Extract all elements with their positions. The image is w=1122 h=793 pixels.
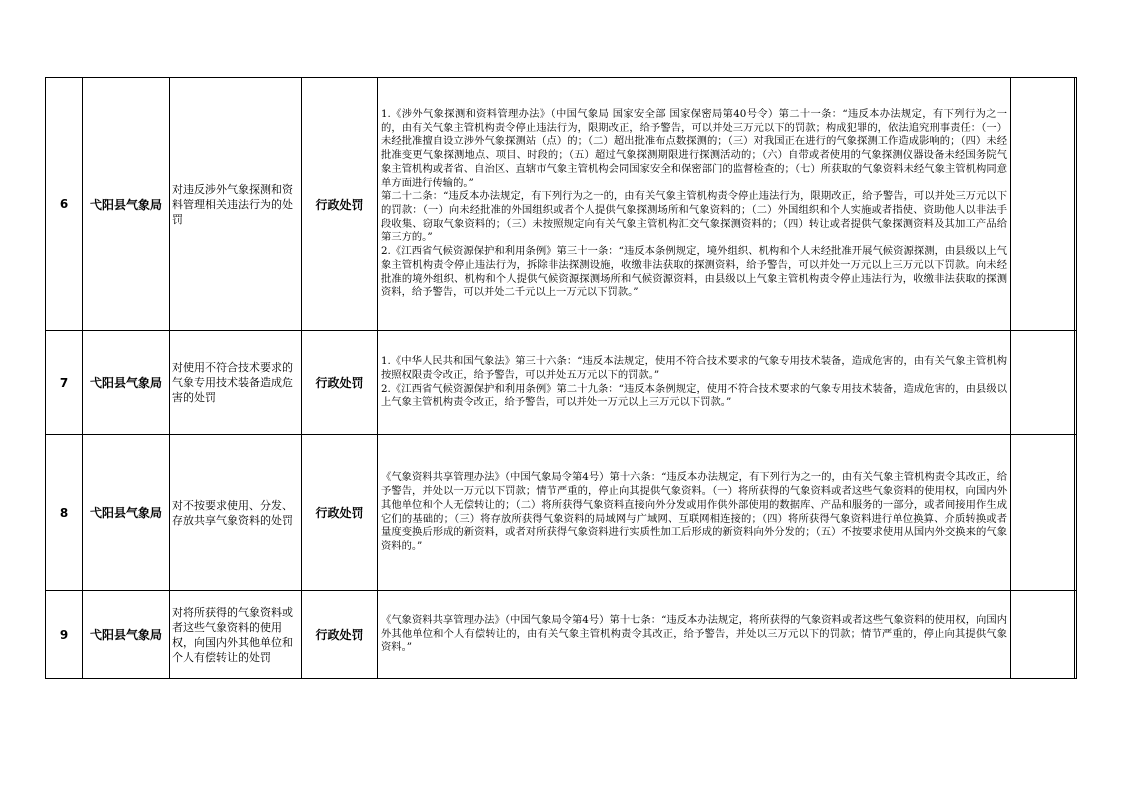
legal-basis-paragraph: 《气象资料共享管理办法》（中国气象局令第4号）第十六条：“违反本办法规定，有下列行为之一的，由有关气象主管机构责令其改正，给予警告，并处以一万元以下罚款；情节严重的，停止向其提供气象资料。（一）将所获得的气象资料或者这些气象资料的使用权，向国内外其他单位和个人无偿转让的；（二）将所获得气象资料直接向外分发或用作供外部使用的数据库、产品和服务的一部分，或者间接用作生成它们的基础的；（三）将存放所获得气象资料的局域网与广域网、互联网相连接的；（四）将所获得气象资料进行单位换算、介质转换或者量度变换后形成的新资料，或者对所获得气象资料进行实质性加工后形成的新资料向外分发的；（五）不按要求使用从国内外交换来的气象资料的。” — [381, 471, 1007, 552]
row-number: 6 — [46, 78, 83, 331]
penalty-type-cell: 行政处罚 — [302, 591, 378, 679]
legal-basis-cell — [378, 591, 1011, 679]
table-row — [46, 78, 1077, 331]
legal-basis-paragraph: 《气象资料共享管理办法》（中国气象局令第4号）第十七条：“违反本办法规定，将所获得的气象资料或者这些气象资料的使用权，向国内外其他单位和个人有偿转让的，由有关气象主管机构责令其改正，给予警告，并处以三万元以下的罚款；情节严重的，停止向其提供气象资料。” — [381, 613, 1007, 654]
row-number: 9 — [46, 591, 83, 679]
legal-basis-paragraph: 第二十二条：“违反本办法规定，有下列行为之一的，由有关气象主管机构责令停止违法行为，限期改正，给予警告，可以并处三万元以下的罚款：（一）向未经批准的外国组织或者个人提供气象探测场所和气象资料的；（二）外国组织和个人实施或者指使、资助他人以非法手段收集、窃取气象资料的；（三）未按照规定向有关气象主管机构汇交气象探测资料的；（四）转让或者提供气象探测资料及其加工产品给第三方的。” — [381, 190, 1007, 244]
legal-basis-cell — [378, 78, 1011, 331]
penalty-type-cell: 行政处罚 — [302, 331, 378, 435]
legal-basis-cell — [378, 435, 1011, 591]
department-cell: 弋阳县气象局 — [83, 78, 170, 331]
item-name-cell: 对将所获得的气象资料或者这些气象资料的使用权，向国内外其他单位和个人有偿转让的处罚 — [170, 591, 302, 679]
legal-basis-cell — [378, 331, 1011, 435]
empty-cell — [1011, 591, 1075, 679]
empty-cell — [1011, 78, 1075, 331]
department-cell: 弋阳县气象局 — [83, 331, 170, 435]
table-row — [46, 331, 1077, 435]
empty-cell — [1075, 435, 1077, 591]
department-cell: 弋阳县气象局 — [83, 435, 170, 591]
department-cell: 弋阳县气象局 — [83, 591, 170, 679]
penalty-table — [45, 77, 1077, 679]
penalty-type-cell: 行政处罚 — [302, 78, 378, 331]
legal-basis-paragraph: 2.《江西省气候资源保护和利用条例》第二十九条：“违反本条例规定，使用不符合技术要求的气象专用技术装备，造成危害的，由县级以上气象主管机构责令改正，给予警告，可以并处一万元以上三万元以下罚款。” — [381, 382, 1007, 409]
empty-cell — [1011, 435, 1075, 591]
legal-basis-paragraph: 1.《涉外气象探测和资料管理办法》（中国气象局 国家安全部 国家保密局第40号令）第二十一条：“违反本办法规定，有下列行为之一的，由有关气象主管机构责令停止违法行为，限期改正，给予警告，可以并处三万元以下的罚款；构成犯罪的，依法追究刑事责任：（一）未经批准擅自设立涉外气象探测站（点）的；（二）超出批准布点数探测的；（三）对我国正在进行的气象探测工作造成影响的；（四）未经批准变更气象探测地点、项目、时段的；（五）超过气象探测期限进行探测活动的；（六）自带或者使用的气象探测仪器设备未经国务院气象主管机构或者省、自治区、直辖市气象主管机构会同国家安全和保密部门的监督检查的；（七）所获取的气象资料未经气象主管机构同意单方面进行传输的。” — [381, 108, 1007, 189]
penalty-type-cell: 行政处罚 — [302, 435, 378, 591]
empty-cell — [1075, 331, 1077, 435]
table-row — [46, 435, 1077, 591]
empty-cell — [1075, 78, 1077, 331]
row-number: 7 — [46, 331, 83, 435]
item-name-cell: 对不按要求使用、分发、存放共享气象资料的处罚 — [170, 435, 302, 591]
empty-cell — [1075, 591, 1077, 679]
table-row — [46, 591, 1077, 679]
legal-basis-paragraph: 2.《江西省气候资源保护和利用条例》第三十一条：“违反本条例规定，境外组织、机构和个人未经批准开展气候资源探测，由县级以上气象主管机构责令停止违法行为，拆除非法探测设施，收缴非法获取的探测资料，给予警告，可以并处一万元以上三万元以下罚款。向未经批准的境外组织、机构和个人提供气候资源探测场所和气候资源资料，由县级以上气象主管机构责令停止违法行为，收缴非法获取的探测资料，给予警告，可以并处二千元以上一万元以下罚款。” — [381, 245, 1007, 299]
item-name-cell: 对使用不符合技术要求的气象专用技术装备造成危害的处罚 — [170, 331, 302, 435]
item-name-cell: 对违反涉外气象探测和资料管理相关违法行为的处罚 — [170, 78, 302, 331]
row-number: 8 — [46, 435, 83, 591]
empty-cell — [1011, 331, 1075, 435]
legal-basis-paragraph: 1.《中华人民共和国气象法》第三十六条：“违反本法规定，使用不符合技术要求的气象专用技术装备，造成危害的，由有关气象主管机构按照权限责令改正，给予警告，可以并处五万元以下的罚款。” — [381, 355, 1007, 381]
